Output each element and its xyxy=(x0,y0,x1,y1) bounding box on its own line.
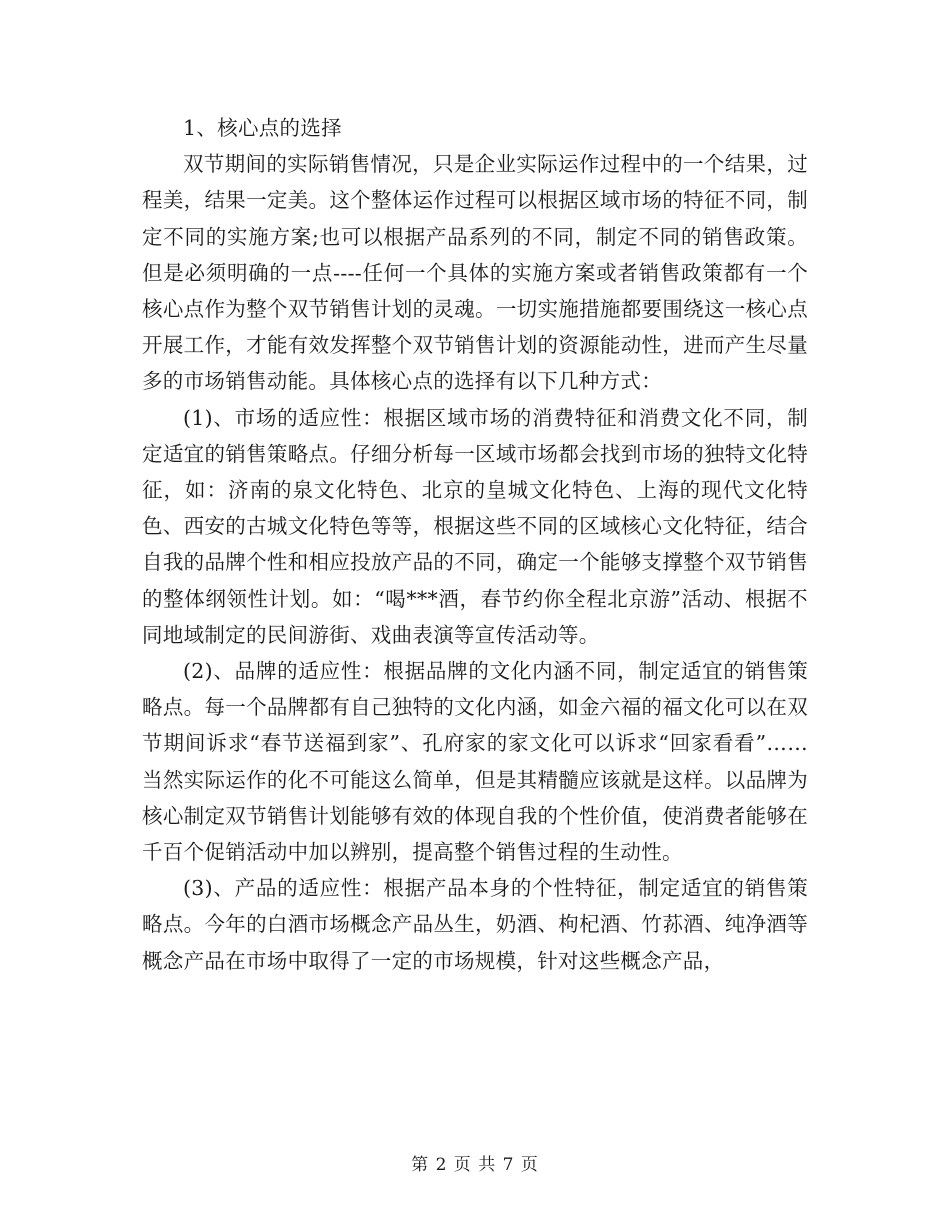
paragraph-market-adaptability: (1)、市场的适应性：根据区域市场的消费特征和消费文化不同，制定适宜的销售策略点。仔细分析每一区域市场都会找到市场的独特文化特征，如：济南的泉文化特色、北京的皇城文化特色、上海的现代文化特色、西安的古城文化特色等等，根据这些不同的区域核心文化特征，结合自我的品牌个性和相应投放产品的不同，确定一个能够支撑整个双节销售的整体纲领性计划。如：“喝***酒，春节约你全程北京游”活动、根据不同地域制定的民间游街、戏曲表演等宣传活动等。 xyxy=(142,405,808,647)
paragraph-brand-adaptability: (2)、品牌的适应性：根据品牌的文化内涵不同，制定适宜的销售策略点。每一个品牌都有自己独特的文化内涵，如金六福的福文化可以在双节期间诉求“春节送福到家”、孔府家的家文化可以诉求“回家看看”……当然实际运作的化不可能这么简单，但是其精髓应该就是这样。以品牌为核心制定双节销售计划能够有效的体现自我的个性价值，使消费者能够在千百个促销活动中加以辨别，提高整个销售过程的生动性。 xyxy=(142,659,808,865)
document-body xyxy=(142,110,808,979)
paragraph-product-adaptability: (3)、产品的适应性：根据产品本身的个性特征，制定适宜的销售策略点。今年的白酒市场概念产品丛生，奶酒、枸杞酒、竹荪酒、纯净酒等概念产品在市场中取得了一定的市场规模，针对这些概念产品， xyxy=(142,876,808,973)
section-heading: 1、核心点的选择 xyxy=(183,116,342,140)
paragraph-intro: 双节期间的实际销售情况，只是企业实际运作过程中的一个结果，过程美，结果一定美。这个整体运作过程可以根据区域市场的特征不同，制定不同的实施方案;也可以根据产品系列的不同，制定不同的销售政策。但是必须明确的一点----任何一个具体的实施方案或者销售政策都有一个核心点作为整个双节销售计划的灵魂。一切实施措施都要围绕这一核心点开展工作，才能有效发挥整个双节销售计划的资源能动性，进而产生尽量多的市场销售动能。具体核心点的选择有以下几种方式： xyxy=(142,152,808,394)
page-number-footer: 第 2 页 共 7 页 xyxy=(411,1155,539,1175)
